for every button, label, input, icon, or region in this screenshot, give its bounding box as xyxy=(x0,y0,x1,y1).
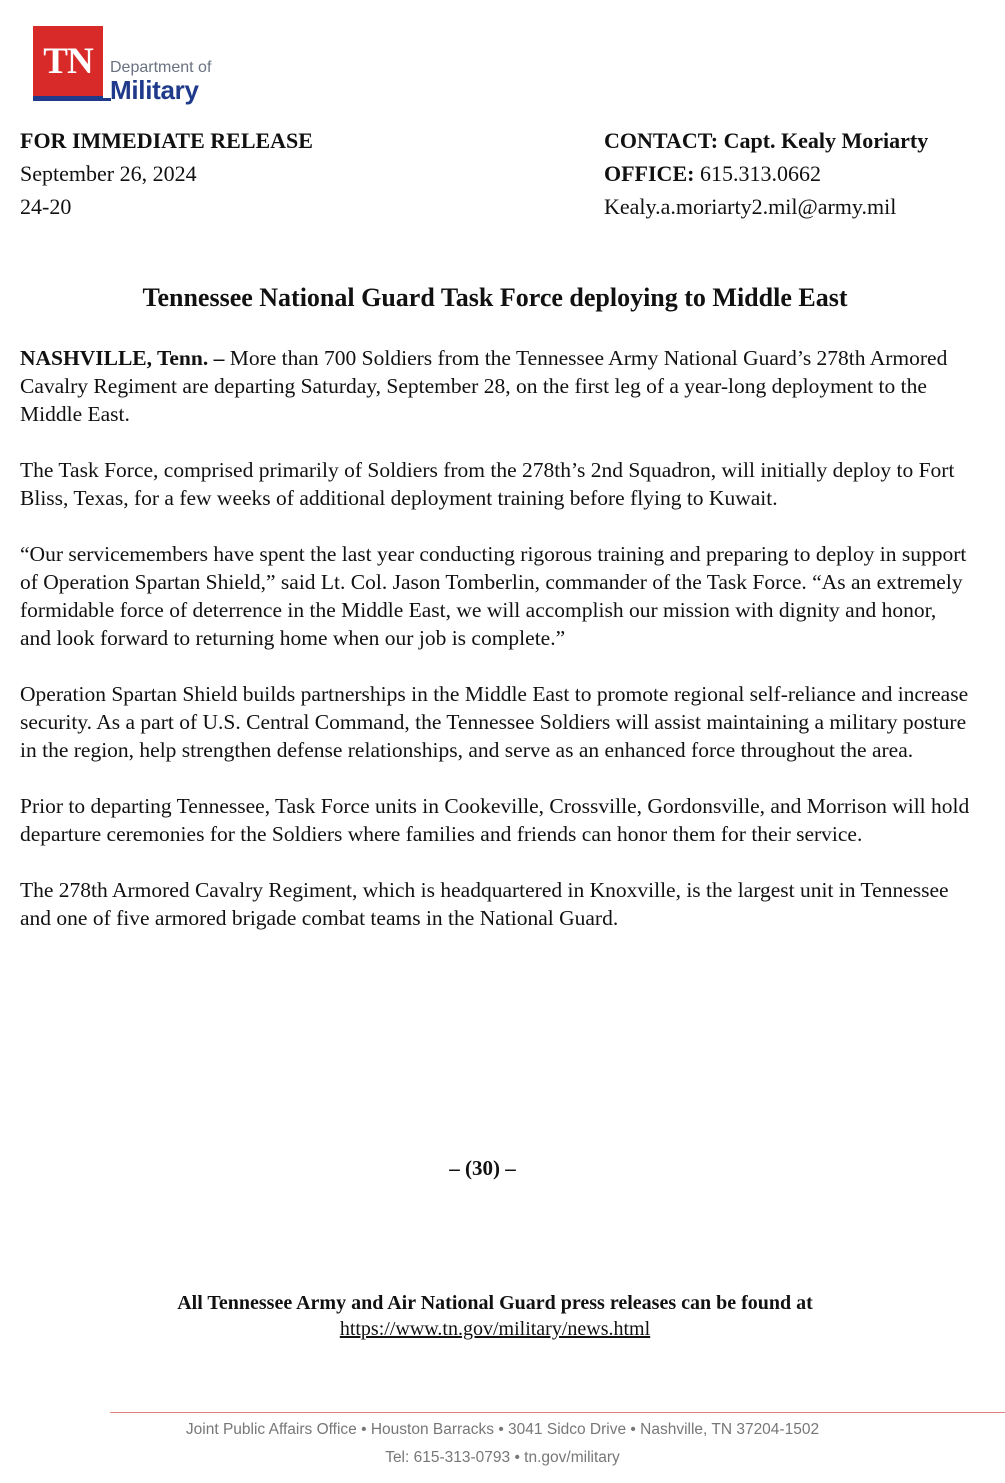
logo-dept-of: Department of xyxy=(110,59,212,76)
paragraph-text: More than 700 Soldiers from the Tennessee Army National Guard’s 278th Armored Cavalry Regiment are departing Saturday, September 28, on the first leg of a year-long deployment to the Middle East. xyxy=(20,346,948,426)
end-mark: – (30) – xyxy=(449,1156,516,1180)
release-info xyxy=(20,124,313,223)
office-label: OFFICE: xyxy=(604,161,695,186)
office-line xyxy=(604,157,928,190)
footer-divider xyxy=(110,1412,1005,1413)
release-date: September 26, 2024 xyxy=(20,161,197,186)
office-phone: 615.313.0662 xyxy=(699,161,821,186)
paragraph-1 xyxy=(20,344,970,428)
footer-address: Joint Public Affairs Office • Houston Barracks • 3041 Sidco Drive • Nashville, TN 37204-1502 xyxy=(185,1421,820,1438)
paragraph-6: The 278th Armored Cavalry Regiment, which is headquartered in Knoxville, is the largest unit in Tennessee and one of five armored brigade combat teams in the National Guard. xyxy=(20,878,949,930)
paragraph-3: “Our servicemembers have spent the last year conducting rigorous training and preparing to deploy in support of Operation Spartan Shield,” said Lt. Col. Jason Tomberlin, commander of the Task Force. “As an extremely formidable force of deterrence in the Middle East, we will accomplish our mission with dignity and honor, and look forward to returning home when our job is complete.” xyxy=(20,542,967,650)
paragraph-5: Prior to departing Tennessee, Task Force units in Cookeville, Crossville, Gordonsville, and Morrison will hold departure ceremonies for the Soldiers where families and friends can honor them for their service. xyxy=(20,794,970,846)
footer-contact: Tel: 615-313-0793 • tn.gov/military xyxy=(385,1449,620,1466)
release-label: FOR IMMEDIATE RELEASE xyxy=(20,128,313,153)
contact-name: Capt. Kealy Moriarty xyxy=(723,128,929,153)
paragraph-4: Operation Spartan Shield builds partnerships in the Middle East to promote regional self-reliance and increase security. As a part of U.S. Central Command, the Tennessee Soldiers will assist maintaining a military posture in the region, help strengthen defense relationships, and serve as an enhanced force throughout the area. xyxy=(20,682,969,762)
logo-dept-name: Military xyxy=(110,75,199,105)
contact-email[interactable]: Kealy.a.moriarty2.mil@army.mil xyxy=(604,194,897,219)
news-link[interactable]: https://www.tn.gov/military/news.html xyxy=(339,1318,651,1340)
release-number: 24-20 xyxy=(20,194,72,219)
contact-label: CONTACT: xyxy=(604,128,719,153)
press-release-body xyxy=(20,344,970,960)
department-logo xyxy=(33,26,233,110)
paragraph-2: The Task Force, comprised primarily of Soldiers from the 278th’s 2nd Squadron, will initially deploy to Fort Bliss, Texas, for a few weeks of additional deployment training before flying to Kuwait. xyxy=(20,458,955,510)
contact-line xyxy=(604,124,928,157)
contact-info xyxy=(604,124,928,223)
logo-underline xyxy=(33,96,103,101)
press-release-title: Tennessee National Guard Task Force deploying to Middle East xyxy=(142,283,848,312)
footer-note-text: All Tennessee Army and Air National Guard press releases can be found at xyxy=(177,1292,813,1314)
dateline: NASHVILLE, Tenn. – xyxy=(20,346,225,370)
tn-logo-mark: TN xyxy=(33,26,103,96)
footer-note xyxy=(0,1290,990,1342)
